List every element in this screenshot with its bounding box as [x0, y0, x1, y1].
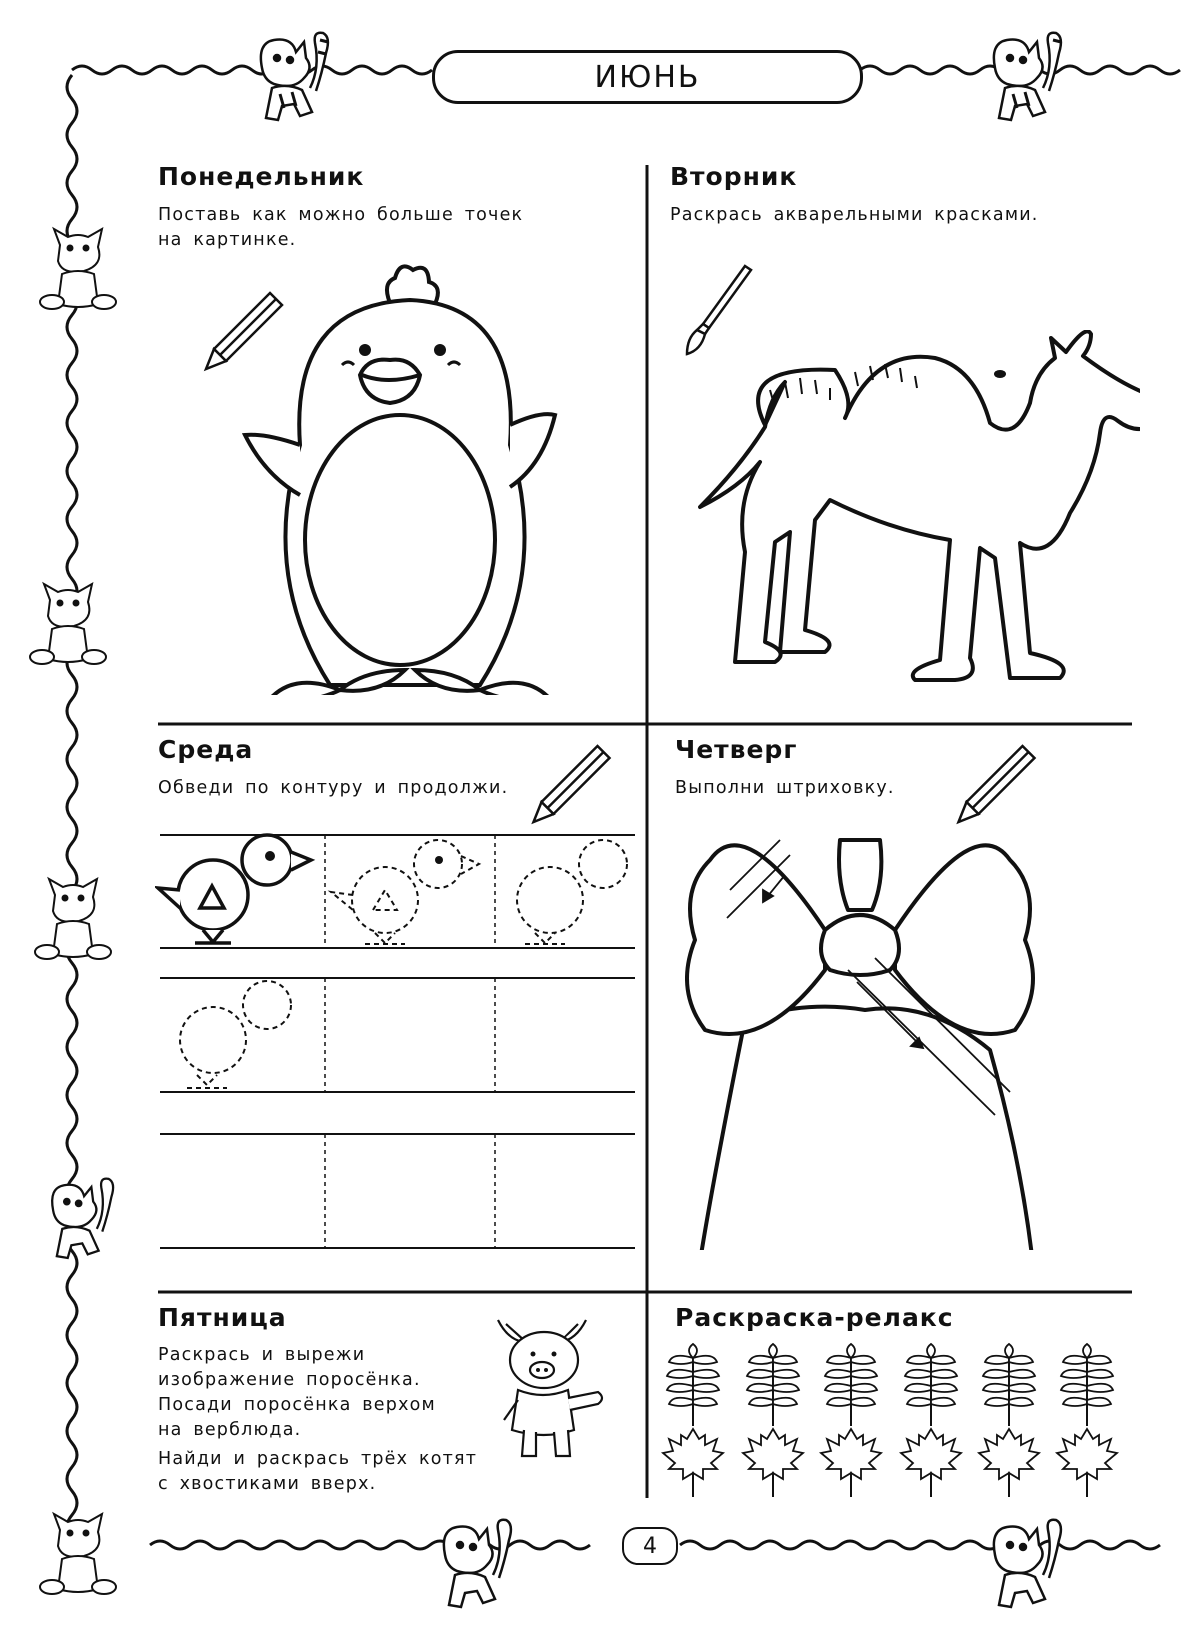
cat-icon — [30, 210, 125, 320]
month-title: ИЮНЬ — [432, 50, 863, 104]
camel-drawing — [670, 330, 1140, 700]
tuesday-task: Раскрась акварельными красками. — [670, 205, 1039, 225]
cat-icon — [975, 1515, 1085, 1610]
penguin-drawing — [240, 255, 570, 695]
thursday-title: Четверг — [675, 735, 798, 764]
friday-task2: Найди и раскрась трёх котят с хвостиками вверх. — [158, 1449, 478, 1494]
pencil-icon — [525, 738, 620, 828]
cat-icon — [965, 28, 1075, 123]
relax-title: Раскраска-релакс — [675, 1303, 954, 1332]
cat-icon — [30, 1495, 125, 1605]
leaf-pattern — [655, 1338, 1125, 1503]
monday-task: Поставь как можно больше точек на картинке. — [158, 205, 524, 250]
pig-icon — [488, 1310, 618, 1470]
cat-icon — [425, 1515, 535, 1610]
cat-icon — [25, 860, 120, 970]
wednesday-task: Обведи по контуру и продолжи. — [158, 778, 509, 798]
cat-icon — [20, 565, 115, 675]
bell-drawing — [685, 830, 1105, 1250]
tracing-grid — [155, 830, 640, 1255]
friday-task: Раскрась и вырежи изображение поросёнка. Посади поросёнка верхом на верблюда. — [158, 1345, 436, 1440]
page-number: 4 — [622, 1527, 678, 1565]
pencil-icon — [950, 738, 1045, 828]
monday-title: Понедельник — [158, 162, 365, 191]
tuesday-title: Вторник — [670, 162, 798, 191]
cat-icon — [232, 28, 342, 123]
thursday-task: Выполни штриховку. — [675, 778, 895, 798]
cat-icon — [35, 1170, 135, 1265]
friday-title: Пятница — [158, 1303, 287, 1332]
wednesday-title: Среда — [158, 735, 254, 764]
